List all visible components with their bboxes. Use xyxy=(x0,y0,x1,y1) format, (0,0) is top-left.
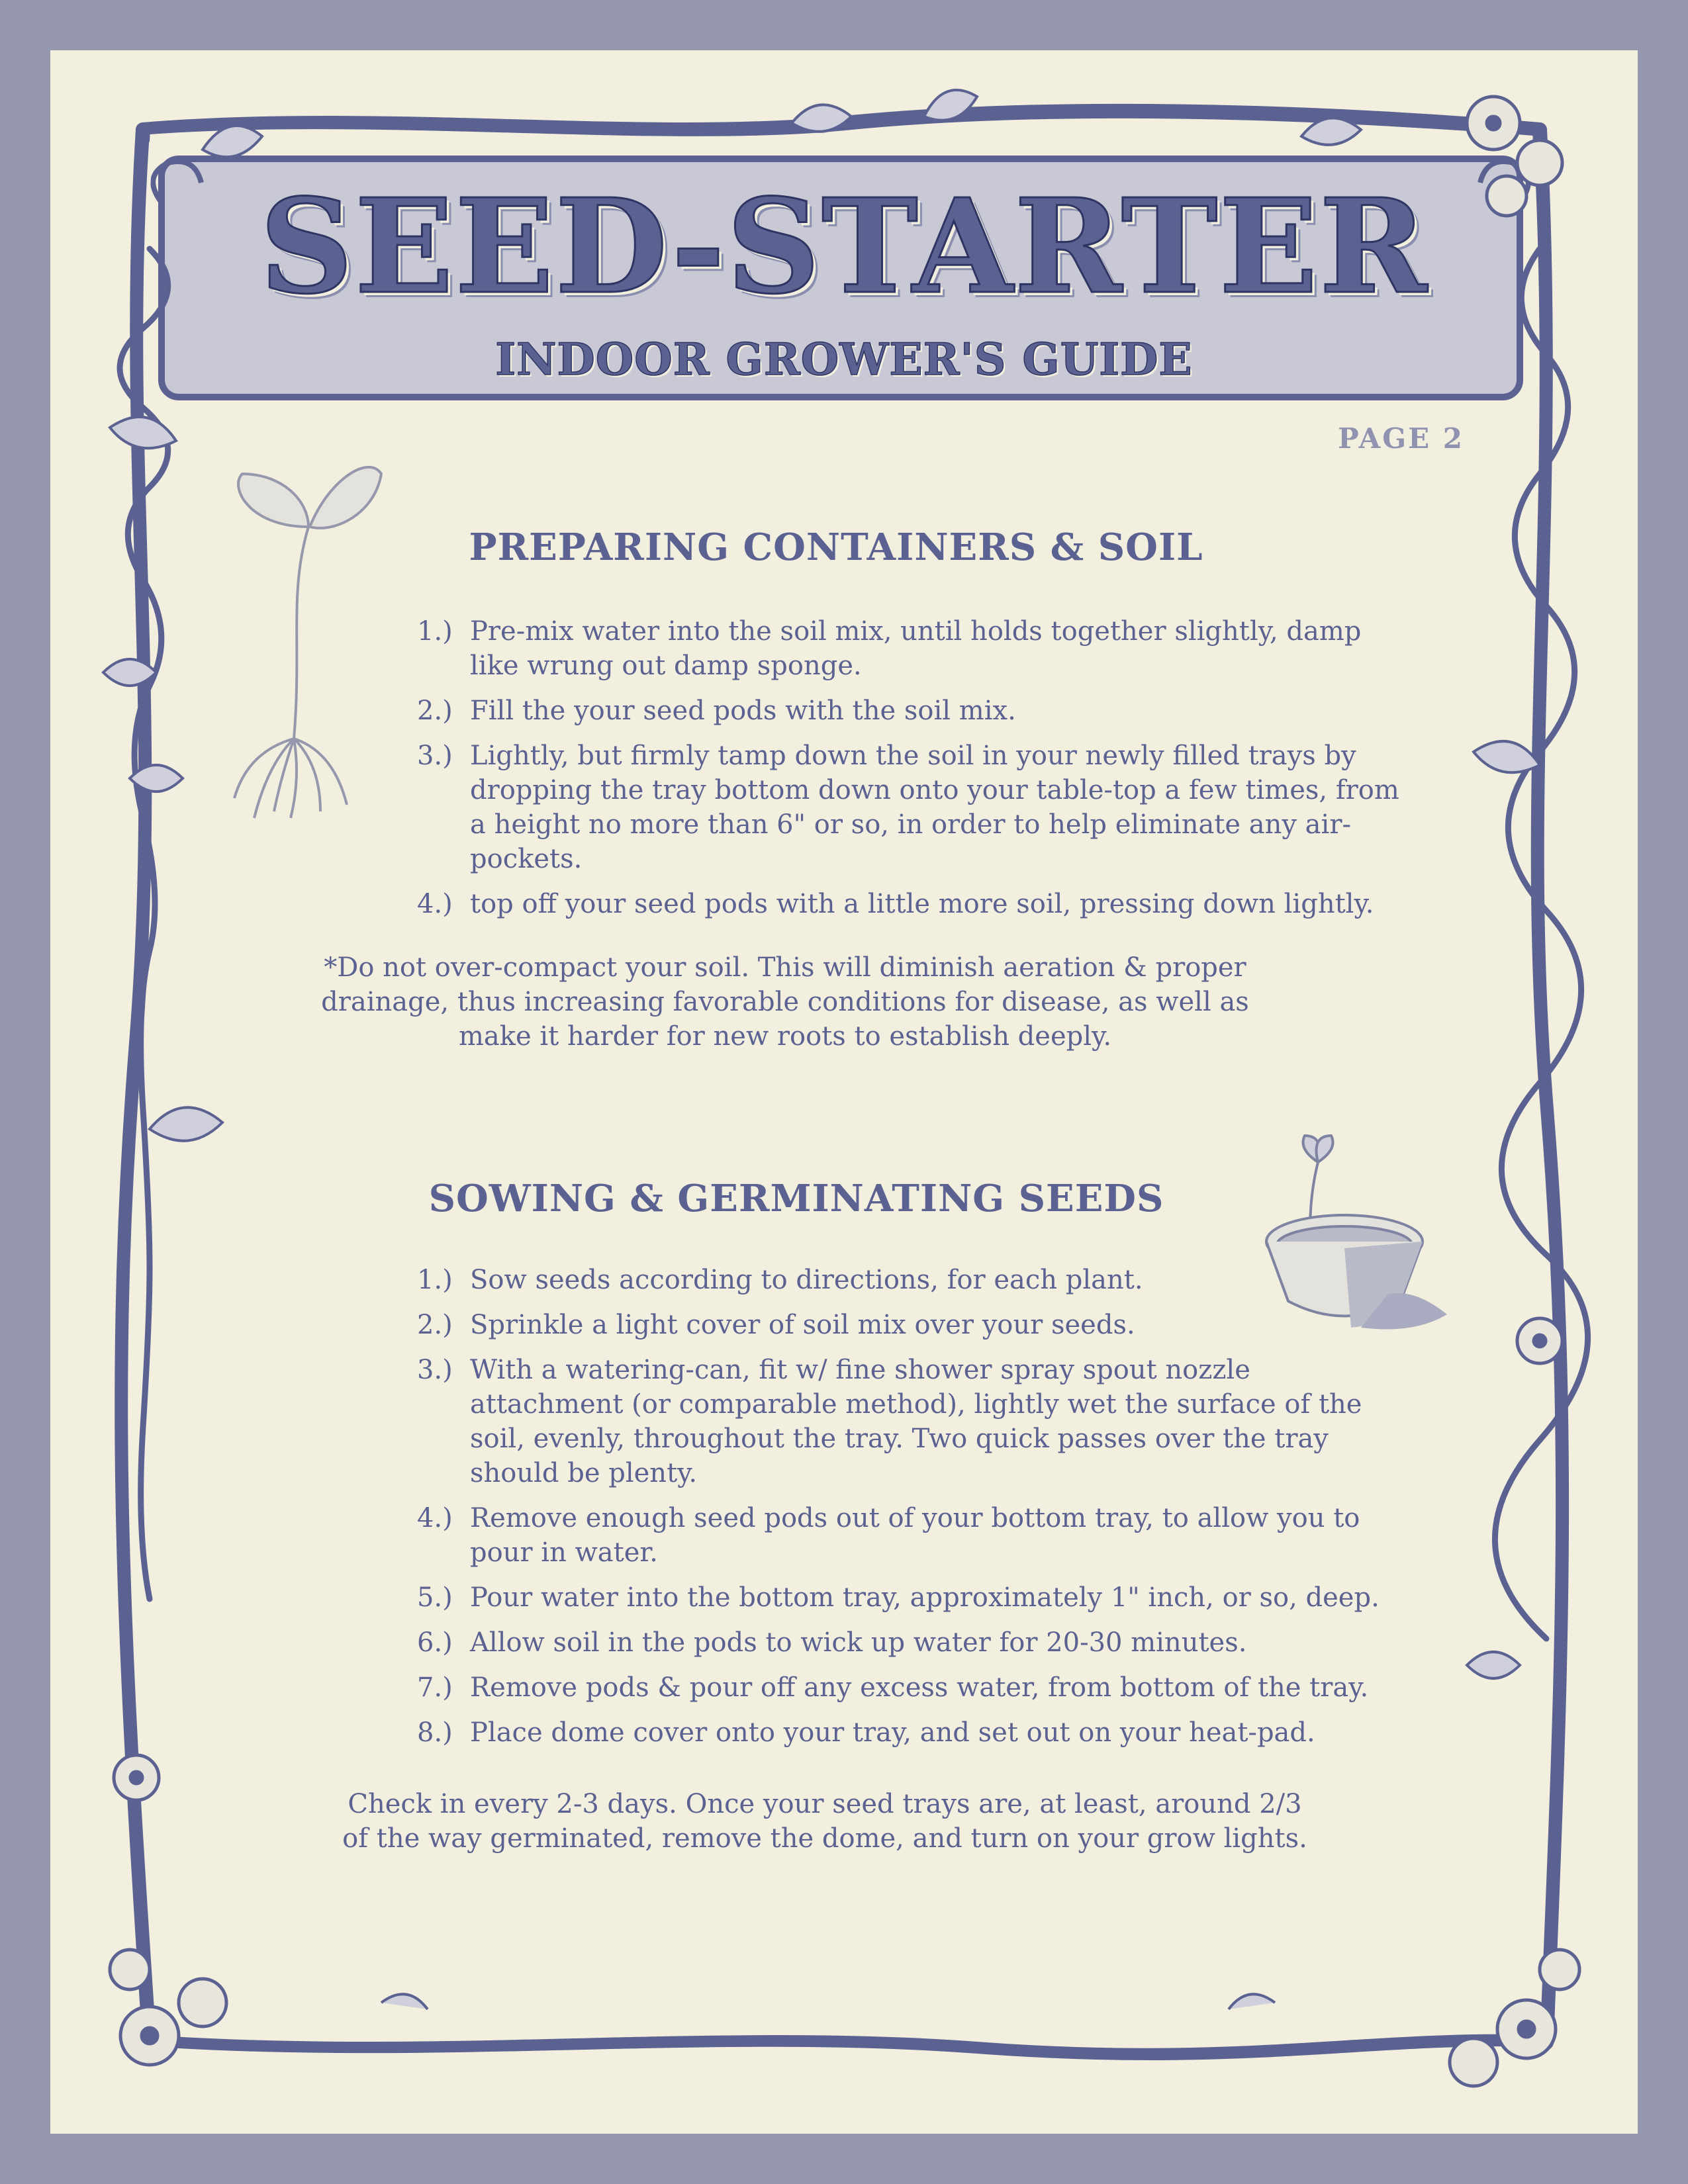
page-number: PAGE 2 xyxy=(1338,422,1464,455)
list-item xyxy=(417,739,1410,876)
step-number: 6.) xyxy=(417,1627,453,1658)
list-item xyxy=(417,1501,1410,1570)
section-heading-sowing: SOWING & GERMINATING SEEDS xyxy=(428,1177,1164,1220)
list-item xyxy=(417,1580,1410,1615)
step-text: Allow soil in the pods to wick up water for 20-30 minutes. xyxy=(470,1627,1247,1658)
step-number: 3.) xyxy=(417,1355,453,1385)
page-subtitle: INDOOR GROWER'S GUIDE xyxy=(495,334,1193,385)
step-text: Fill the your seed pods with the soil mix. xyxy=(470,696,1016,726)
vine-border xyxy=(120,111,1588,2062)
step-text: Pour water into the bottom tray, approximately 1" inch, or so, deep. xyxy=(470,1582,1380,1613)
page-title: SEED-STARTER xyxy=(259,171,1429,323)
sowing-steps-list xyxy=(417,1263,1410,1760)
list-item xyxy=(417,1625,1410,1660)
list-item xyxy=(417,1715,1410,1750)
step-number: 1.) xyxy=(417,616,453,647)
list-item xyxy=(417,1670,1410,1705)
compaction-note: *Do not over-compact your soil. This will diminish aeration & proper drainage, thus increasing favorable conditions for disease, as well as make it harder for new roots to establish deeply. xyxy=(321,952,1249,1052)
step-text: With a watering-can, fit w/ fine shower spray spout nozzle attachment (or comparable method), lightly wet the surface of the soil, evenly, throughout the tray. Two quick passes over the tray should be plenty. xyxy=(470,1355,1362,1488)
step-number: 7.) xyxy=(417,1672,453,1703)
seedling-illustration xyxy=(234,467,381,818)
step-text: Sow seeds according to directions, for each plant. xyxy=(470,1265,1143,1295)
step-number: 8.) xyxy=(417,1717,453,1748)
list-item xyxy=(417,1263,1410,1297)
list-item xyxy=(417,887,1410,921)
guide-page xyxy=(50,50,1638,2134)
step-number: 3.) xyxy=(417,741,453,771)
step-text: Remove pods & pour off any excess water, from bottom of the tray. xyxy=(470,1672,1369,1703)
step-number: 5.) xyxy=(417,1582,453,1613)
step-number: 2.) xyxy=(417,696,453,726)
list-item xyxy=(417,1353,1410,1490)
step-text: top off your seed pods with a little more soil, pressing down lightly. xyxy=(470,889,1374,919)
step-number: 4.) xyxy=(417,1503,453,1533)
list-item xyxy=(417,614,1410,683)
step-text: Place dome cover onto your tray, and set out on your heat-pad. xyxy=(470,1717,1315,1748)
step-number: 1.) xyxy=(417,1265,453,1295)
list-item xyxy=(417,1308,1410,1342)
section-heading-preparing: PREPARING CONTAINERS & SOIL xyxy=(469,525,1203,569)
step-number: 4.) xyxy=(417,889,453,919)
step-text: Lightly, but firmly tamp down the soil in your newly filled trays by dropping the tray bottom down onto your table-top a few times, from a height no more than 6" or so, in order to help eliminate any air-pockets. xyxy=(470,741,1399,874)
step-text: Pre-mix water into the soil mix, until holds together slightly, damp like wrung out damp sponge. xyxy=(470,616,1362,681)
list-item xyxy=(417,694,1410,728)
preparing-steps-list xyxy=(417,614,1410,932)
check-in-note: Check in every 2-3 days. Once your seed trays are, at least, around 2/3 of the way germinated, remove the dome, and turn on your grow lights. xyxy=(342,1789,1307,1854)
step-number: 2.) xyxy=(417,1310,453,1340)
step-text: Remove enough seed pods out of your bottom tray, to allow you to pour in water. xyxy=(470,1503,1360,1568)
step-text: Sprinkle a light cover of soil mix over your seeds. xyxy=(470,1310,1135,1340)
